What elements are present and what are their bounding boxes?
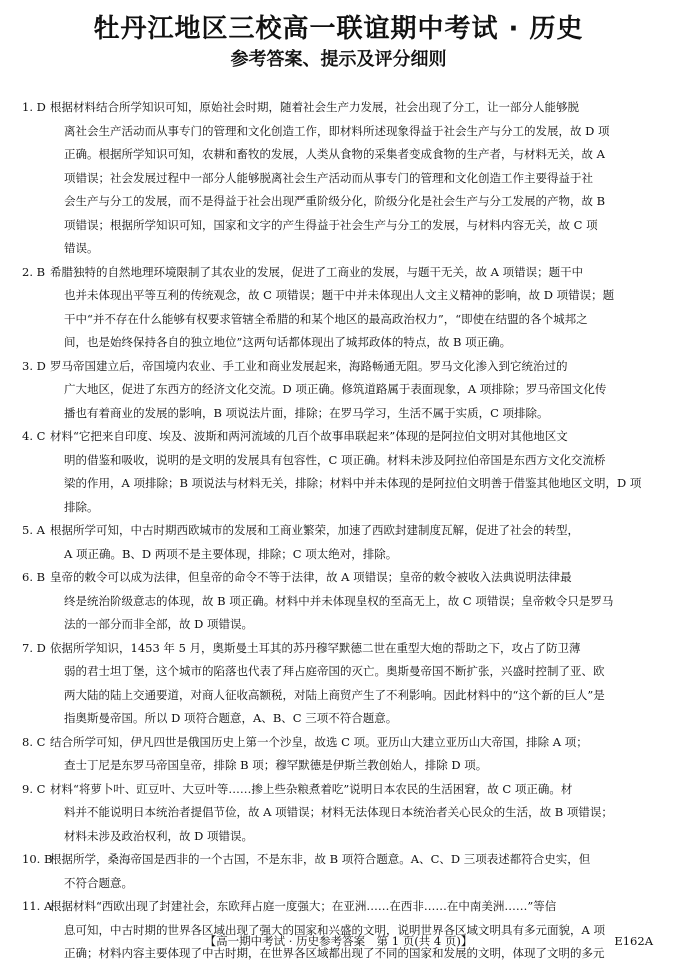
- answer-text-line: 希腊独特的自然地理环境限制了其农业的发展，促进了工商业的发展，与题干无关，故 A 项错误；题干中: [50, 264, 584, 279]
- answer-text-line: 指奥斯曼帝国。所以 D 项符合题意，A、B、C 三项不符合题意。: [64, 711, 398, 725]
- answer-number: 9. C: [22, 781, 46, 796]
- answer-text-line: 明的借鉴和吸收，说明的是文明的发展具有包容性，C 项正确。材料未涉及阿拉伯帝国是东西方文化交流桥: [64, 452, 606, 467]
- answer-text-line: 材料“它把来自印度、埃及、波斯和两河流域的几百个故事串联起来”体现的是阿拉伯文明对其他地区文: [50, 429, 568, 443]
- answer-item: [22, 566, 656, 637]
- answer-text-line: 干中“并不存在什么能够有权要求管辖全希腊的和某个地区的最高政治权力”，“即使在结盟的各个城邦之: [64, 311, 588, 326]
- answer-list: [22, 96, 656, 966]
- answer-text-line: 皇帝的敕令可以成为法律，但皇帝的命令不等于法律，故 A 项错误；皇帝的敕令被收入法典说明法律最: [50, 570, 572, 584]
- answer-item: [22, 261, 656, 355]
- footer-code: E162A: [614, 934, 653, 948]
- answer-number: 3. D: [22, 358, 46, 373]
- answer-number: 8. C: [22, 734, 46, 749]
- answer-text-line: 法的一部分而非全部，故 D 项错误。: [64, 617, 254, 631]
- answer-number: 2. B: [22, 264, 46, 279]
- answer-text-line: 播也有着商业的发展的影响，B 项说法片面，排除；在罗马学习，生活不属于实质，C 项排除。: [64, 405, 549, 420]
- page-subtitle: 参考答案、提示及评分细则: [230, 49, 447, 70]
- answer-text-line: 根据所学，桑海帝国是西非的一个古国，不是东非，故 B 项符合题意。A、C、D 三项表述都符合史实，但: [50, 852, 591, 866]
- answer-item: [22, 637, 656, 731]
- answer-number: 1. D: [22, 100, 46, 114]
- answer-text-line: 根据材料结合所学知识可知，原始社会时期，随着社会生产力发展，社会出现了分工，让一部分人能够脱: [50, 100, 579, 114]
- answer-text-line: 梁的作用，A 项排除；B 项说法与材料无关，排除；材料中并未体现的是阿拉伯文明善于借鉴其他地区文明，D 项: [64, 476, 642, 490]
- answer-text-line: 两大陆的陆上交通要道，对商人征收高额税，对陆上商贸产生了不利影响。因此材料中的“这个新的巨人”是: [64, 687, 605, 702]
- answer-number: 4. C: [22, 429, 46, 443]
- answer-text-line: 材料“将萝卜叶、豇豆叶、大豆叶等……掺上些杂粮煮着吃”说明日本农民的生活困窘，故 C 项正确。材: [50, 781, 573, 796]
- answer-text-line: 结合所学可知，伊凡四世是俄国历史上第一个沙皇，故选 C 项。亚历山大建立亚历山大帝国，排除 A 项；: [50, 734, 588, 749]
- answer-text-line: 根据材料“西欧出现了封建社会，东欧拜占庭一度强大；在亚洲……在西非……在中南美洲……”等信: [50, 899, 557, 913]
- answer-item: [22, 778, 656, 849]
- answer-text-line: 根据所学可知，中古时期西欧城市的发展和工商业繁荣，加速了西欧封建制度瓦解，促进了社会的转型，: [50, 523, 579, 537]
- answer-item: [22, 895, 656, 966]
- answer-text-line: 项错误；根据所学知识可知，国家和文字的产生得益于社会生产与分工的发展，与材料内容无关，故 C 项: [64, 217, 598, 232]
- answer-item: [22, 848, 656, 895]
- page-title: 牡丹江地区三校高一联谊期中考试 · 历史: [93, 14, 584, 44]
- answer-text-line: 错误。: [64, 241, 99, 255]
- answer-text-line: 广大地区，促进了东西方的经济文化交流。D 项正确。修筑道路属于表面现象，A 项排除；罗马帝国文化传: [64, 382, 607, 396]
- answer-text-line: 依据所学知识，1453 年 5 月，奥斯曼土耳其的苏丹穆罕默德二世在重型大炮的帮助之下，攻占了防卫薄: [50, 640, 581, 655]
- answer-number: 5. A: [22, 523, 45, 537]
- answer-item: [22, 731, 656, 778]
- answer-text-line: 罗马帝国建立后，帝国境内农业、手工业和商业发展起来，海路畅通无阻。罗马文化渗入到它统治过的: [50, 358, 568, 373]
- answer-number: 11. A: [22, 899, 53, 913]
- answer-item: [22, 425, 656, 519]
- answer-text-line: 料并不能说明日本统治者提倡节俭，故 A 项错误；材料无法体现日本统治者关心民众的生活，故 B 项错误；: [64, 805, 613, 819]
- answer-text-line: 正确；材料内容主要体现了中古时期，在世界各区域都出现了不同的国家和发展的文明，体现了文明的多元: [64, 946, 605, 960]
- answer-text-line: 正确。根据所学知识可知，农耕和畜牧的发展，人类从食物的采集者变成食物的生产者，与材料无关，故 A: [64, 147, 605, 161]
- answer-text-line: 材料未涉及政治权利，故 D 项错误。: [64, 828, 254, 843]
- footer-page-info: 【高一期中考试 · 历史参考答案 第 1 页(共 4 页)】: [204, 934, 473, 948]
- page-footer: [0, 932, 677, 950]
- answer-text-line: 查士丁尼是东罗马帝国皇帝，排除 B 项；穆罕默德是伊斯兰教创始人，排除 D 项。: [64, 758, 488, 772]
- answer-text-line: 终是统治阶级意志的体现，故 B 项正确。材料中并未体现皇权的至高无上，故 C 项错误；皇帝敕令只是罗马: [64, 593, 614, 608]
- answer-item: [22, 519, 656, 566]
- answer-text-line: 离社会生产活动而从事专门的管理和文化创造工作，即材料所述现象得益于社会生产与分工的发展，故 D 项: [64, 123, 610, 138]
- answer-text-line: A 项正确。B、D 两项不是主要体现，排除；C 项太绝对，排除。: [64, 546, 398, 561]
- answer-number: 6. B: [22, 570, 46, 584]
- answer-text-line: 不符合题意。: [64, 875, 133, 890]
- answer-text-line: 项错误；社会发展过程中一部分人能够脱离社会生产活动而从事专门的管理和文化创造工作主要得益于社: [64, 170, 593, 185]
- answer-text-line: 排除。: [64, 499, 99, 514]
- answer-number: 7. D: [22, 640, 46, 655]
- answer-text-line: 会生产与分工的发展，而不是得益于社会出现严重阶级分化，阶级分化是社会生产与分工发展的产物，故 B: [64, 194, 606, 208]
- answer-text-line: 也并未体现出平等互利的传统观念，故 C 项错误；题干中并未体现出人文主义精神的影响，故 D 项错误；题: [64, 288, 615, 302]
- answer-text-line: 间，也是始终保持各自的独立地位”这两句话都体现出了城邦政体的特点，故 B 项正确。: [64, 335, 512, 349]
- answer-item: [22, 355, 656, 426]
- answer-text-line: 息可知，中古时期的世界各区域出现了强大的国家和兴盛的文明，说明世界各区域文明具有多元面貌，A 项: [64, 922, 605, 937]
- answer-item: [22, 96, 656, 261]
- answer-text-line: 弱的君士坦丁堡，这个城市的陷落也代表了拜占庭帝国的灭亡。奥斯曼帝国不断扩张，兴盛时控制了亚、欧: [64, 664, 605, 678]
- answer-number: 10. B: [22, 852, 53, 866]
